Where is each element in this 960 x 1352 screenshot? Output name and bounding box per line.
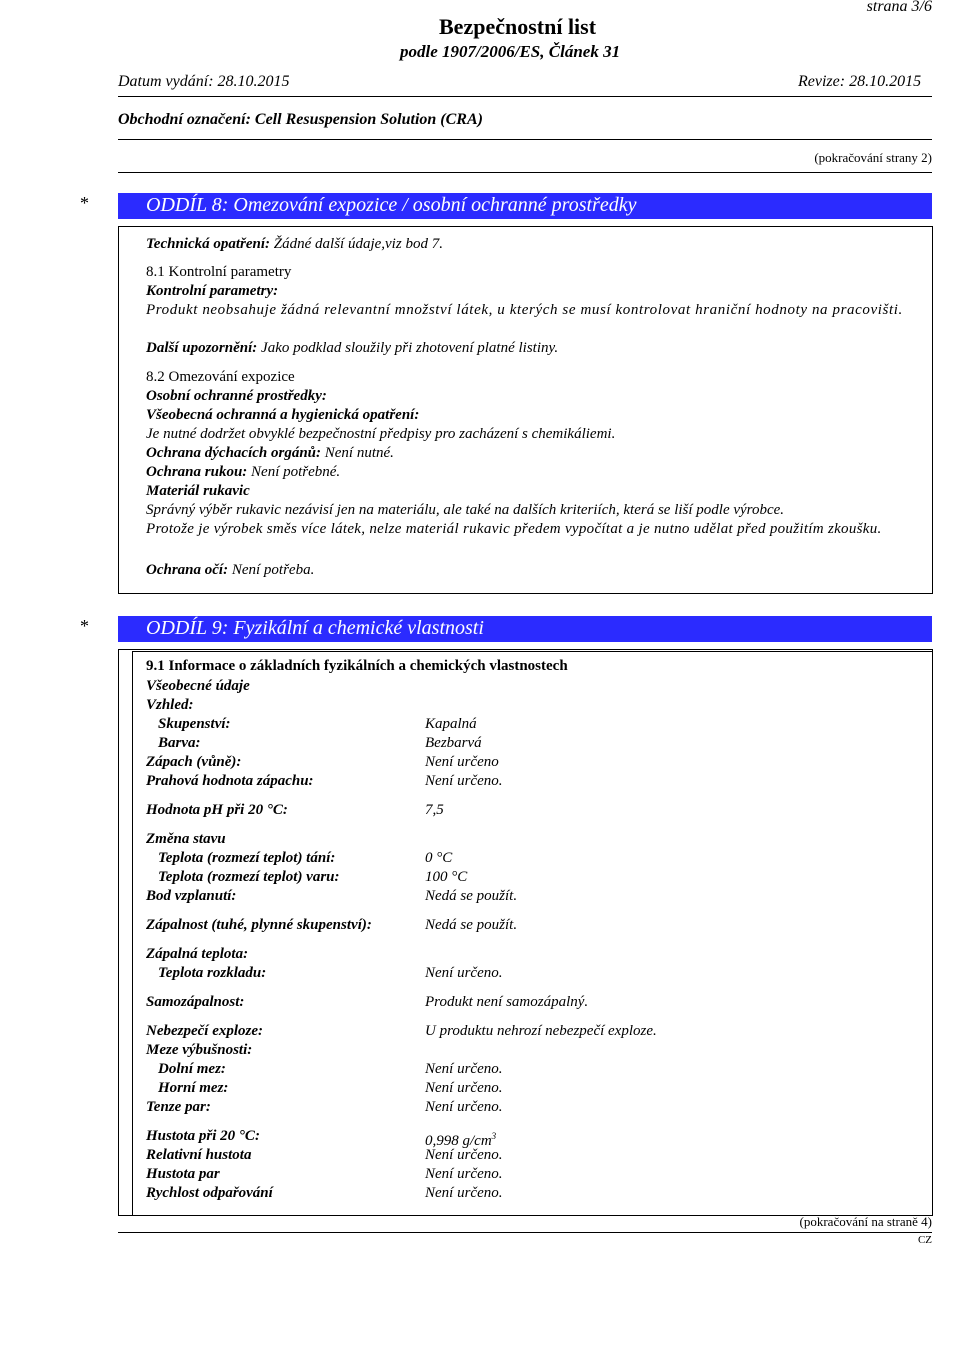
property-row: Hodnota pH při 20 °C: [146, 802, 288, 818]
property-value: Není určeno. [425, 965, 503, 981]
property-row: Samozápalnost: [146, 994, 245, 1010]
property-row: Meze výbušnosti: [146, 1042, 253, 1058]
section-8-header [118, 193, 932, 219]
revision-star-9: * [80, 616, 89, 636]
appearance-label: Vzhled: [146, 697, 194, 713]
subsection-8-1-title: 8.1 Kontrolní parametry [146, 264, 292, 280]
property-row: Změna stavu [146, 831, 226, 847]
property-value: Není určeno. [425, 1147, 503, 1163]
continued-from: (pokračování strany 2) [814, 150, 932, 165]
property-row: Relativní hustota [146, 1147, 252, 1163]
control-parameters-label: Kontrolní parametry: [146, 283, 279, 299]
section-9-header [118, 616, 932, 642]
property-row: Tenze par: [146, 1099, 211, 1115]
property-value: Není určeno. [425, 773, 503, 789]
section-divider [118, 172, 932, 173]
trade-name: Obchodní označení: Cell Resuspension Solution (CRA) [118, 111, 483, 128]
property-row: Hustota při 20 °C: [146, 1128, 260, 1144]
property-value: Není určeno. [425, 1061, 503, 1077]
subsection-8-2-title: 8.2 Omezování expozice [146, 369, 295, 385]
property-row: Zápalná teplota: [146, 946, 249, 962]
property-value: Není určeno [425, 754, 499, 770]
glove-material-text-2: Protože je výrobek směs více látek, nelze materiál rukavic předem vypočítat a je nutno udělat před použitím zkoušku. [146, 521, 882, 537]
revision-date: Revize: 28.10.2015 [798, 73, 922, 90]
property-row: Teplota (rozmezí teplot) varu: [158, 869, 340, 885]
property-value: Není určeno. [425, 1166, 503, 1182]
language-code: CZ [917, 1234, 932, 1246]
glove-material-text-1: Správný výběr rukavic nezávisí jen na materiálu, ale také na dalších kriteriích, která se liší podle výrobce. [146, 502, 785, 518]
property-row: Horní mez: [158, 1080, 229, 1096]
property-row: Rychlost odpařování [146, 1185, 273, 1201]
property-row: Nebezpečí exploze: [146, 1023, 264, 1039]
hygiene-text: Je nutné dodržet obvyklé bezpečnostní předpisy pro zacházení s chemikáliemi. [146, 426, 616, 442]
subsection-9-1-title: 9.1 Informace o základních fyzikálních a chemických vlastnostech [146, 658, 568, 674]
property-row: Barva: [158, 735, 201, 751]
hygiene-label: Všeobecná ochranná a hygienická opatření: [146, 407, 420, 423]
general-info-label: Všeobecné údaje [146, 678, 250, 694]
property-value: Kapalná [425, 716, 477, 732]
property-value: Bezbarvá [425, 735, 482, 751]
revision-star: * [80, 193, 89, 213]
eye-protection: Ochrana očí: Není potřeba. [146, 562, 315, 578]
property-row: Hustota par [146, 1166, 220, 1182]
property-row: Zápach (vůně): [146, 754, 242, 770]
document-title: Bezpečnostní list [439, 14, 597, 39]
property-row: Zápalnost (tuhé, plynné skupenství): [146, 917, 372, 933]
property-row: Teplota (rozmezí teplot) tání: [158, 850, 336, 866]
page-number: strana 3/6 [866, 0, 932, 15]
property-value: Nedá se použít. [425, 888, 518, 904]
property-value: Není určeno. [425, 1080, 503, 1096]
property-value: 0,998 $g/cm^3$ [425, 1131, 497, 1149]
footer-divider [118, 1232, 932, 1233]
property-value: 7,5 [425, 802, 444, 818]
continued-to: (pokračování na straně 4) [799, 1214, 932, 1229]
technical-measures: Technická opatření: Žádné další údaje,viz bod 7. [146, 236, 443, 252]
property-value: U produktu nehrozí nebezpečí exploze. [425, 1023, 657, 1039]
property-row: Skupenství: [158, 716, 231, 732]
document-subtitle: podle 1907/2006/ES, Článek 31 [400, 42, 621, 61]
header-divider [118, 96, 932, 97]
respiratory-protection: Ochrana dýchacích orgánů: Není nutné. [146, 445, 394, 461]
property-value: Nedá se použít. [425, 917, 518, 933]
property-value: 0 °C [425, 850, 453, 866]
ppe-label: Osobní ochranné prostředky: [146, 388, 327, 404]
hand-protection: Ochrana rukou: Není potřebné. [146, 464, 341, 480]
header-divider-2 [118, 139, 932, 140]
issue-date: Datum vydání: 28.10.2015 [118, 73, 290, 90]
property-value: Není určeno. [425, 1099, 503, 1115]
property-row: Dolní mez: [158, 1061, 226, 1077]
property-value: 100 °C [425, 869, 468, 885]
property-row: Teplota rozkladu: [158, 965, 267, 981]
control-parameters-text: Produkt neobsahuje žádná relevantní množství látek, u kterých se musí kontrolovat hraniční hodnoty na pracovišti. [146, 302, 903, 318]
section-9-title: ODDÍL 9: Fyzikální a chemické vlastnosti [146, 617, 484, 639]
property-row: Prahová hodnota zápachu: [146, 773, 314, 789]
property-row: Bod vzplanutí: [146, 888, 237, 904]
glove-material-label: Materiál rukavic [146, 483, 250, 499]
further-notes: Další upozornění: Jako podklad sloužily při zhotovení platné listiny. [146, 340, 559, 356]
property-value: Není určeno. [425, 1185, 503, 1201]
property-value: Produkt není samozápalný. [425, 994, 589, 1010]
section-8-title: ODDÍL 8: Omezování expozice / osobní ochranné prostředky [146, 194, 637, 216]
